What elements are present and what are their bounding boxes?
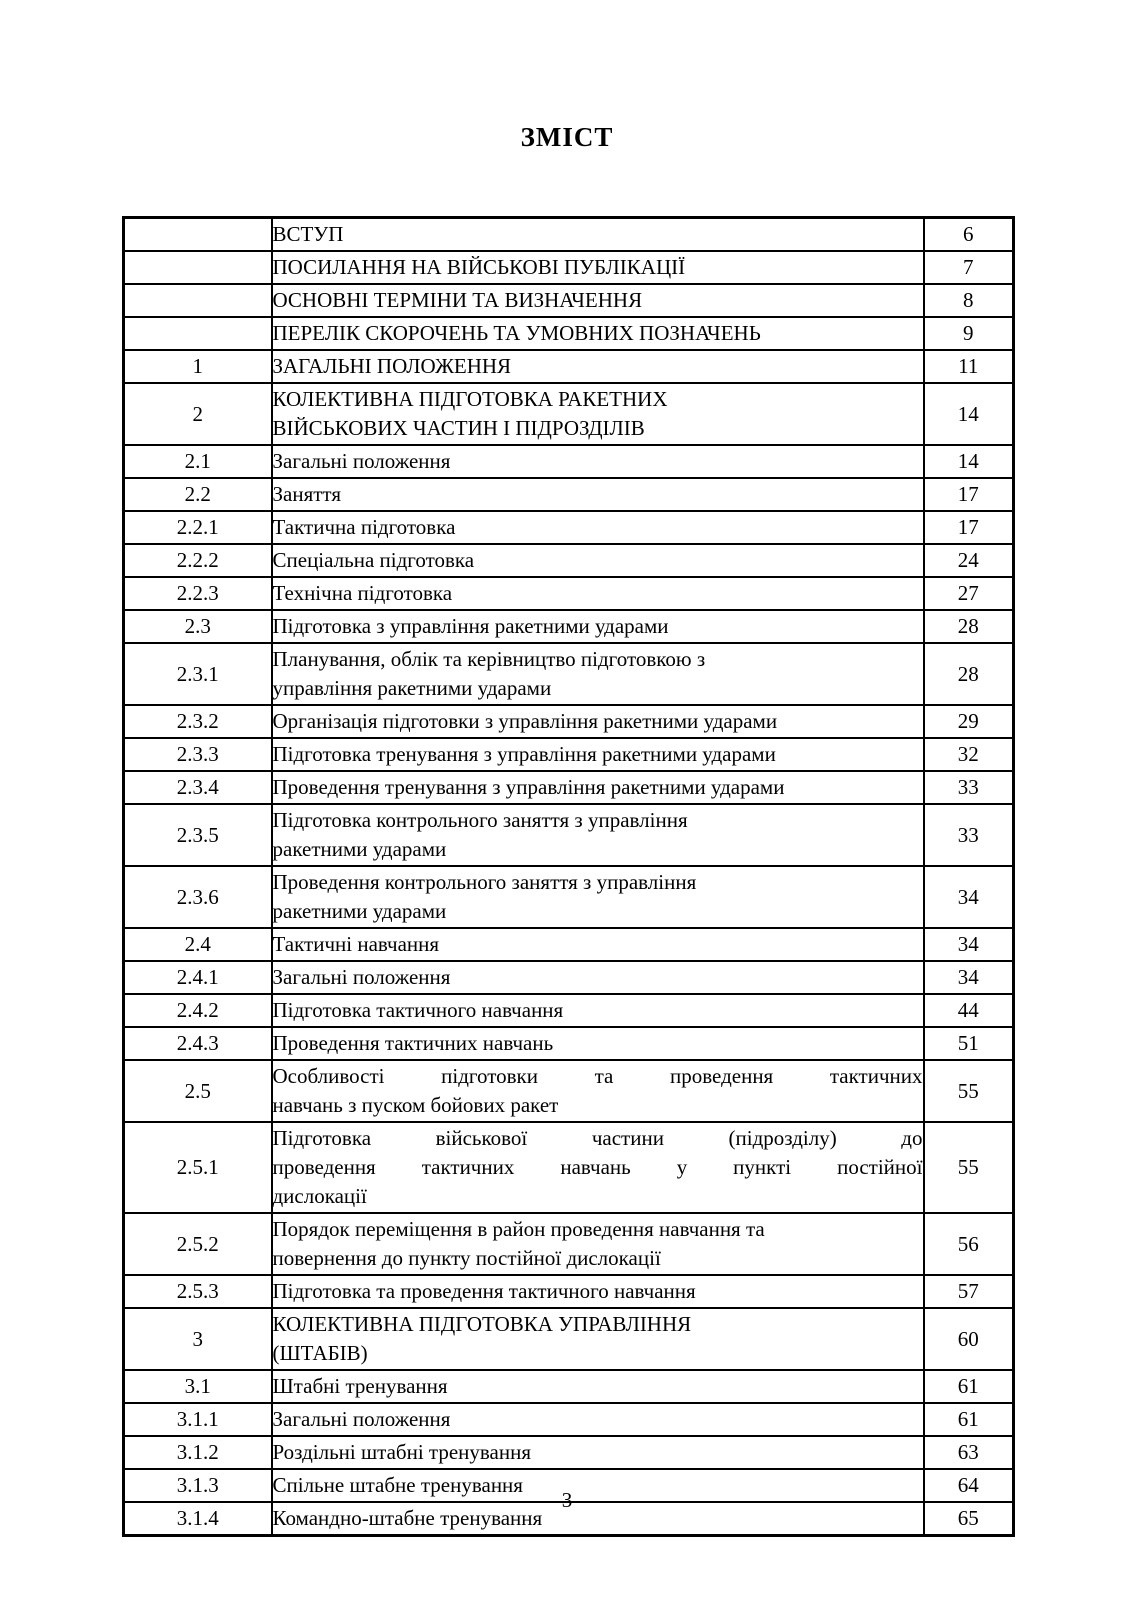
toc-section-number: 2.4.2	[124, 994, 272, 1027]
toc-page-number: 28	[924, 643, 1014, 705]
toc-row	[124, 284, 1014, 317]
toc-entry-line: Порядок переміщення в район проведення навчання та	[272, 1217, 765, 1241]
toc-page-number: 11	[924, 350, 1014, 383]
toc-entry-line: ракетними ударами	[272, 899, 447, 923]
toc-section-number	[124, 317, 272, 350]
toc-row	[124, 738, 1014, 771]
toc-entry-line: Підготовка військової частини (підрозділу) до	[272, 1126, 923, 1150]
toc-row	[124, 1370, 1014, 1403]
toc-section-number: 3.1	[124, 1370, 272, 1403]
toc-section-number	[124, 284, 272, 317]
toc-row	[124, 1027, 1014, 1060]
toc-page-number: 65	[924, 1502, 1014, 1536]
toc-entry-line: ПОСИЛАННЯ НА ВІЙСЬКОВІ ПУБЛІКАЦІЇ	[272, 255, 686, 279]
toc-entry-line: Підготовка контрольного заняття з управління	[272, 808, 688, 832]
toc-entry-line: Підготовка тренування з управління ракетними ударами	[272, 742, 776, 766]
toc-entry-line: Заняття	[272, 482, 341, 506]
toc-page-number: 34	[924, 928, 1014, 961]
toc-section-number: 2.2.3	[124, 577, 272, 610]
toc-page-number: 61	[924, 1403, 1014, 1436]
toc-section-number: 2.3.3	[124, 738, 272, 771]
toc-entry-line: Штабні тренування	[272, 1374, 448, 1398]
toc-page-number: 60	[924, 1308, 1014, 1370]
toc-entry-line: Планування, облік та керівництво підготовкою з	[272, 647, 706, 671]
toc-section-number: 3.1.2	[124, 1436, 272, 1469]
toc-row	[124, 1403, 1014, 1436]
toc-entry-title	[272, 1213, 924, 1275]
toc-page-number: 24	[924, 544, 1014, 577]
toc-section-number: 2.3	[124, 610, 272, 643]
toc-entry-line: Технічна підготовка	[272, 581, 453, 605]
toc-page-number: 28	[924, 610, 1014, 643]
toc-page-number: 51	[924, 1027, 1014, 1060]
toc-row	[124, 317, 1014, 350]
toc-entry-line: ВСТУП	[272, 222, 344, 246]
toc-page-number: 44	[924, 994, 1014, 1027]
toc-page-number: 29	[924, 705, 1014, 738]
toc-section-number: 2	[124, 383, 272, 445]
toc-row	[124, 1060, 1014, 1122]
toc-section-number: 2.4	[124, 928, 272, 961]
toc-entry-line: повернення до пункту постійної дислокації	[272, 1246, 661, 1270]
toc-entry-line: Командно-штабне тренування	[272, 1506, 543, 1530]
toc-section-number: 3.1.4	[124, 1502, 272, 1536]
toc-page-number: 6	[924, 218, 1014, 252]
toc-section-number: 2.4.1	[124, 961, 272, 994]
toc-section-number: 2.5	[124, 1060, 272, 1122]
toc-row	[124, 544, 1014, 577]
toc-page-number: 32	[924, 738, 1014, 771]
toc-entry-line: управління ракетними ударами	[272, 676, 552, 700]
toc-page-number: 27	[924, 577, 1014, 610]
toc-entry-line: Роздільні штабні тренування	[272, 1440, 531, 1464]
toc-entry-line: КОЛЕКТИВНА ПІДГОТОВКА УПРАВЛІННЯ	[272, 1312, 692, 1336]
toc-entry-title	[272, 350, 924, 383]
toc-row	[124, 771, 1014, 804]
toc-entry-line: Спеціальна підготовка	[272, 548, 475, 572]
toc-entry-line: (ШТАБІВ)	[272, 1341, 368, 1365]
toc-entry-title	[272, 1436, 924, 1469]
toc-page-number: 56	[924, 1213, 1014, 1275]
toc-section-number: 2.5.1	[124, 1122, 272, 1213]
toc-entry-line: ЗАГАЛЬНІ ПОЛОЖЕННЯ	[272, 354, 512, 378]
toc-page-number: 17	[924, 478, 1014, 511]
toc-entry-title	[272, 218, 924, 252]
toc-page-number: 9	[924, 317, 1014, 350]
toc-row	[124, 478, 1014, 511]
toc-page-number: 63	[924, 1436, 1014, 1469]
toc-entry-title	[272, 577, 924, 610]
toc-row	[124, 383, 1014, 445]
toc-row	[124, 610, 1014, 643]
toc-entry-title	[272, 445, 924, 478]
toc-page-number: 34	[924, 961, 1014, 994]
toc-entry-line: Тактична підготовка	[272, 515, 456, 539]
toc-entry-title	[272, 771, 924, 804]
toc-row	[124, 961, 1014, 994]
toc-row	[124, 577, 1014, 610]
toc-section-number: 2.3.1	[124, 643, 272, 705]
toc-section-number: 2.1	[124, 445, 272, 478]
toc-page-number: 61	[924, 1370, 1014, 1403]
toc-entry-title	[272, 317, 924, 350]
toc-entry-line: ракетними ударами	[272, 837, 447, 861]
toc-section-number: 2.2.1	[124, 511, 272, 544]
toc-page-number: 14	[924, 445, 1014, 478]
toc-entry-line: КОЛЕКТИВНА ПІДГОТОВКА РАКЕТНИХ	[272, 387, 668, 411]
toc-page-number: 14	[924, 383, 1014, 445]
page-number: 3	[561, 1488, 573, 1512]
toc-entry-title	[272, 738, 924, 771]
toc-section-number: 2.5.3	[124, 1275, 272, 1308]
toc-section-number	[124, 251, 272, 284]
toc-entry-line: Підготовка з управління ракетними ударами	[272, 614, 669, 638]
toc-section-number: 2.4.3	[124, 1027, 272, 1060]
toc-page-number: 8	[924, 284, 1014, 317]
toc-body	[124, 218, 1014, 1536]
toc-section-number: 3.1.3	[124, 1469, 272, 1502]
toc-section-number: 2.3.5	[124, 804, 272, 866]
toc-row	[124, 994, 1014, 1027]
toc-entry-line: ПЕРЕЛІК СКОРОЧЕНЬ ТА УМОВНИХ ПОЗНАЧЕНЬ	[272, 321, 761, 345]
toc-entry-line: ОСНОВНІ ТЕРМІНИ ТА ВИЗНАЧЕННЯ	[272, 288, 643, 312]
toc-row	[124, 218, 1014, 252]
toc-row	[124, 643, 1014, 705]
toc-row	[124, 511, 1014, 544]
toc-row	[124, 705, 1014, 738]
toc-page-number: 7	[924, 251, 1014, 284]
toc-row	[124, 251, 1014, 284]
toc-page-number: 33	[924, 804, 1014, 866]
toc-entry-line: ВІЙСЬКОВИХ ЧАСТИН І ПІДРОЗДІЛІВ	[272, 416, 645, 440]
toc-entry-line: Тактичні навчання	[272, 932, 440, 956]
toc-row	[124, 1122, 1014, 1213]
toc-section-number: 1	[124, 350, 272, 383]
toc-page-number: 57	[924, 1275, 1014, 1308]
toc-entry-title	[272, 866, 924, 928]
toc-page-number: 33	[924, 771, 1014, 804]
toc-entry-title	[272, 1122, 924, 1213]
toc-table	[122, 216, 1015, 1537]
toc-entry-line: навчань з пуском бойових ракет	[272, 1093, 559, 1117]
toc-row	[124, 804, 1014, 866]
toc-row	[124, 1436, 1014, 1469]
toc-entry-title	[272, 1370, 924, 1403]
toc-entry-title	[272, 251, 924, 284]
toc-entry-line: Проведення тренування з управління ракетними ударами	[272, 775, 785, 799]
toc-entry-line: Підготовка та проведення тактичного навчання	[272, 1279, 696, 1303]
toc-entry-line: Організація підготовки з управління ракетними ударами	[272, 709, 778, 733]
toc-entry-title	[272, 383, 924, 445]
toc-entry-title	[272, 994, 924, 1027]
toc-page-number: 34	[924, 866, 1014, 928]
toc-section-number: 2.3.2	[124, 705, 272, 738]
toc-section-number: 2.5.2	[124, 1213, 272, 1275]
toc-entry-line: проведення тактичних навчань у пункті постійної	[272, 1155, 923, 1179]
toc-entry-title	[272, 643, 924, 705]
toc-row	[124, 1308, 1014, 1370]
toc-entry-title	[272, 705, 924, 738]
toc-row	[124, 928, 1014, 961]
toc-row	[124, 350, 1014, 383]
toc-entry-title	[272, 1403, 924, 1436]
page-title: ЗМІСТ	[520, 122, 614, 152]
toc-row	[124, 1213, 1014, 1275]
toc-section-number: 2.3.4	[124, 771, 272, 804]
toc-entry-line: Проведення тактичних навчань	[272, 1031, 554, 1055]
toc-row	[124, 866, 1014, 928]
toc-entry-title	[272, 928, 924, 961]
toc-entry-title	[272, 1027, 924, 1060]
toc-entry-title	[272, 961, 924, 994]
toc-section-number	[124, 218, 272, 252]
toc-entry-title	[272, 478, 924, 511]
toc-entry-title	[272, 1060, 924, 1122]
toc-page-number: 17	[924, 511, 1014, 544]
toc-entry-line: Проведення контрольного заняття з управління	[272, 870, 697, 894]
toc-entry-line: Особливості підготовки та проведення тактичних	[272, 1064, 923, 1088]
toc-row	[124, 445, 1014, 478]
toc-entry-title	[272, 610, 924, 643]
toc-row	[124, 1275, 1014, 1308]
toc-page-number: 55	[924, 1060, 1014, 1122]
toc-section-number: 2.3.6	[124, 866, 272, 928]
toc-entry-title	[272, 804, 924, 866]
toc-entry-line: дислокації	[272, 1184, 367, 1208]
toc-section-number: 3.1.1	[124, 1403, 272, 1436]
toc-entry-title	[272, 511, 924, 544]
toc-entry-title	[272, 1275, 924, 1308]
toc-entry-line: Підготовка тактичного навчання	[272, 998, 564, 1022]
toc-page-number: 55	[924, 1122, 1014, 1213]
toc-entry-title	[272, 544, 924, 577]
toc-entry-line: Загальні положення	[272, 449, 451, 473]
toc-entry-title	[272, 1308, 924, 1370]
toc-entry-line: Загальні положення	[272, 965, 451, 989]
toc-section-number: 3	[124, 1308, 272, 1370]
toc-section-number: 2.2.2	[124, 544, 272, 577]
toc-entry-line: Загальні положення	[272, 1407, 451, 1431]
toc-page-number: 64	[924, 1469, 1014, 1502]
toc-entry-line: Спільне штабне тренування	[272, 1473, 523, 1497]
toc-entry-title	[272, 284, 924, 317]
toc-section-number: 2.2	[124, 478, 272, 511]
